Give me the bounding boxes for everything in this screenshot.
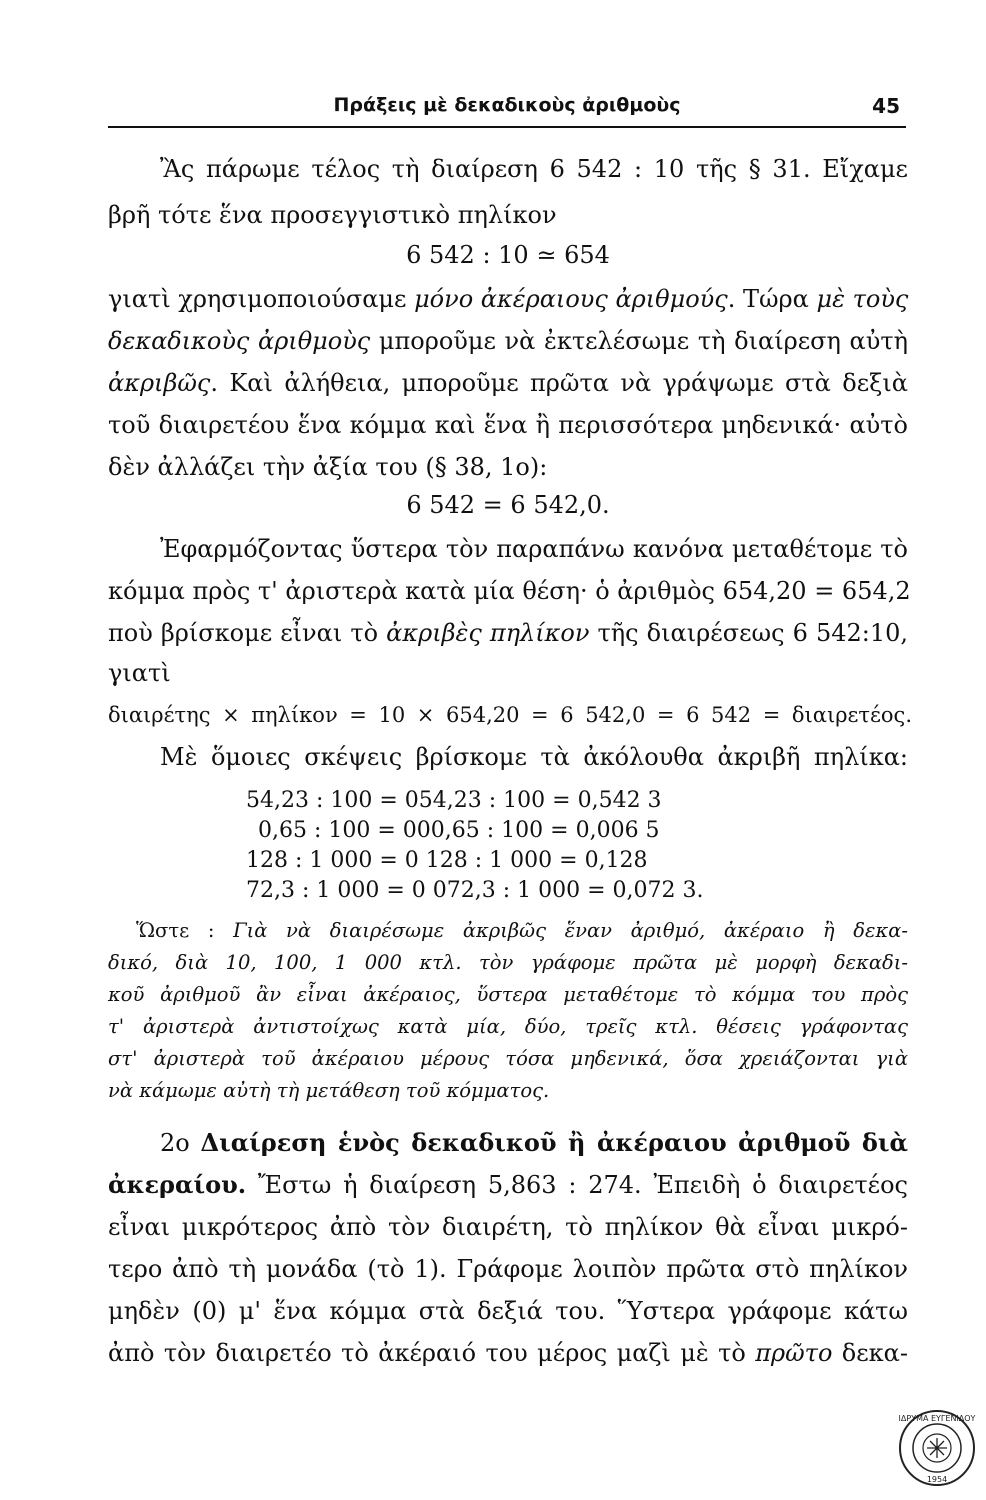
para1-line5: ἀκριβῶς. Καὶ ἀλήθεια, μποροῦμε πρῶτα νὰ γράψωμε στὰ δεξιὰ — [108, 369, 908, 397]
para1-line7: δὲν ἀλλάζει τὴν ἀξία του (§ 38, 1ο): — [108, 453, 548, 481]
para3-line1: Μὲ ὅμοιες σκέψεις βρίσκομε τὰ ἀκόλουθα ἀκριβῆ πηλίκα: — [160, 743, 908, 771]
section2-heading: 2ο Διαίρεση ἑνὸς δεκαδικοῦ ἢ ἀκέραιου ἀριθμοῦ διὰ — [160, 1128, 908, 1157]
section2-line6: ἀπὸ τὸν διαιρετέο τὸ ἀκέραιό του μέρος μαζὶ μὲ τὸ πρῶτο δεκα- — [108, 1339, 909, 1367]
para2-line3: ποὺ βρίσκομε εἶναι τὸ ἀκριβὲς πηλίκον τῆς διαιρέσεως 6 542:10, — [108, 619, 909, 647]
rule-line2: δικό, διὰ 10, 100, 1 000 κτλ. τὸν γράφομε πρῶτα μὲ μορφὴ δεκαδι- — [108, 951, 908, 974]
para1-line6: τοῦ διαιρετέου ἕνα κόμμα καὶ ἕνα ἢ περισσότερα μηδενικά· αὐτὸ — [108, 411, 908, 439]
running-header — [108, 92, 906, 128]
calc-line: 128 : 1 000 = 0 128 : 1 000 = 0,128 — [246, 848, 648, 873]
rule-line6: νὰ κάμωμε αὐτὴ τὴ μετάθεση τοῦ κόμματος. — [108, 1079, 550, 1102]
rule-line3: κοῦ ἀριθμοῦ ἂν εἶναι ἀκέραιος, ὕστερα μεταθέτομε τὸ κόμμα του πρὸς — [108, 983, 908, 1006]
para2-line2: κόμμα πρὸς τ' ἀριστερὰ κατὰ μία θέση· ὁ ἀριθμὸς 654,20 = 654,2 — [108, 577, 911, 605]
para1-line3: γιατὶ χρησιμοποιούσαμε μόνο ἀκέραιους ἀριθμούς. Τώρα μὲ τοὺς — [108, 285, 909, 313]
section2-line5: μηδὲν (0) μ' ἕνα κόμμα στὰ δεξιά του. Ὕστερα γράφομε κάτω — [108, 1297, 908, 1325]
page-number: 45 — [872, 94, 900, 118]
calc-line: 0,65 : 100 = 000,65 : 100 = 0,006 5 — [258, 818, 660, 843]
running-title: Πράξεις μὲ δεκαδικοὺς ἀριθμοὺς — [333, 94, 681, 116]
section2-line3: εἶναι μικρότερος ἀπὸ τὸν διαιρέτη, τὸ πηλίκον θὰ εἶναι μικρό- — [108, 1213, 908, 1241]
para1-line4: δεκαδικοὺς ἀριθμοὺς μποροῦμε νὰ ἐκτελέσωμε τὴ διαίρεση αὐτὴ — [108, 327, 908, 355]
equation-approx: 6 542 : 10 ≃ 654 — [406, 241, 610, 269]
section2-line4: τερο ἀπὸ τὴ μονάδα (τὸ 1). Γράφομε λοιπὸν πρῶτα στὸ πηλίκον — [108, 1255, 908, 1283]
para2-verification: διαιρέτης × πηλίκον = 10 × 654,20 = 6 542,0 = 6 542 = διαιρετέος. — [108, 703, 912, 727]
rule-line1: Ὥστε : Γιὰ νὰ διαιρέσωμε ἀκριβῶς ἕναν ἀριθμό, ἀκέραιο ἢ δεκα- — [136, 919, 908, 942]
calc-line: 54,23 : 100 = 054,23 : 100 = 0,542 3 — [246, 788, 662, 813]
para2-line4: γιατὶ — [108, 659, 171, 687]
stamp-text: ΙΔΡΥΜΑ ΕΥΓΕΝΙΔΟΥ — [898, 1414, 976, 1423]
stamp-year: 1954 — [926, 1475, 948, 1484]
section2-line2: ἀκεραίου. Ἔστω ἡ διαίρεση 5,863 : 274. Ἐπειδὴ ὁ διαιρετέος — [108, 1170, 908, 1199]
para1-line1: Ἂς πάρωμε τέλος τὴ διαίρεση 6 542 : 10 τῆς § 31. Εἴχαμε — [160, 155, 908, 183]
para1-line2: βρῆ τότε ἕνα προσεγγιστικὸ πηλίκον — [108, 201, 557, 229]
calc-line: 72,3 : 1 000 = 0 072,3 : 1 000 = 0,072 3. — [246, 878, 704, 903]
library-stamp-icon — [897, 1408, 977, 1488]
equation-equal: 6 542 = 6 542,0. — [406, 491, 610, 519]
rule-line5: στ' ἀριστερὰ τοῦ ἀκέραιου μέρους τόσα μηδενικά, ὅσα χρειάζονται γιὰ — [108, 1047, 908, 1070]
rule-line4: τ' ἀριστερὰ ἀντιστοίχως κατὰ μία, δύο, τρεῖς κτλ. θέσεις γράφοντας — [108, 1015, 908, 1038]
para2-line1: Ἐφαρμόζοντας ὕστερα τὸν παραπάνω κανόνα μεταθέτομε τὸ — [160, 535, 908, 563]
